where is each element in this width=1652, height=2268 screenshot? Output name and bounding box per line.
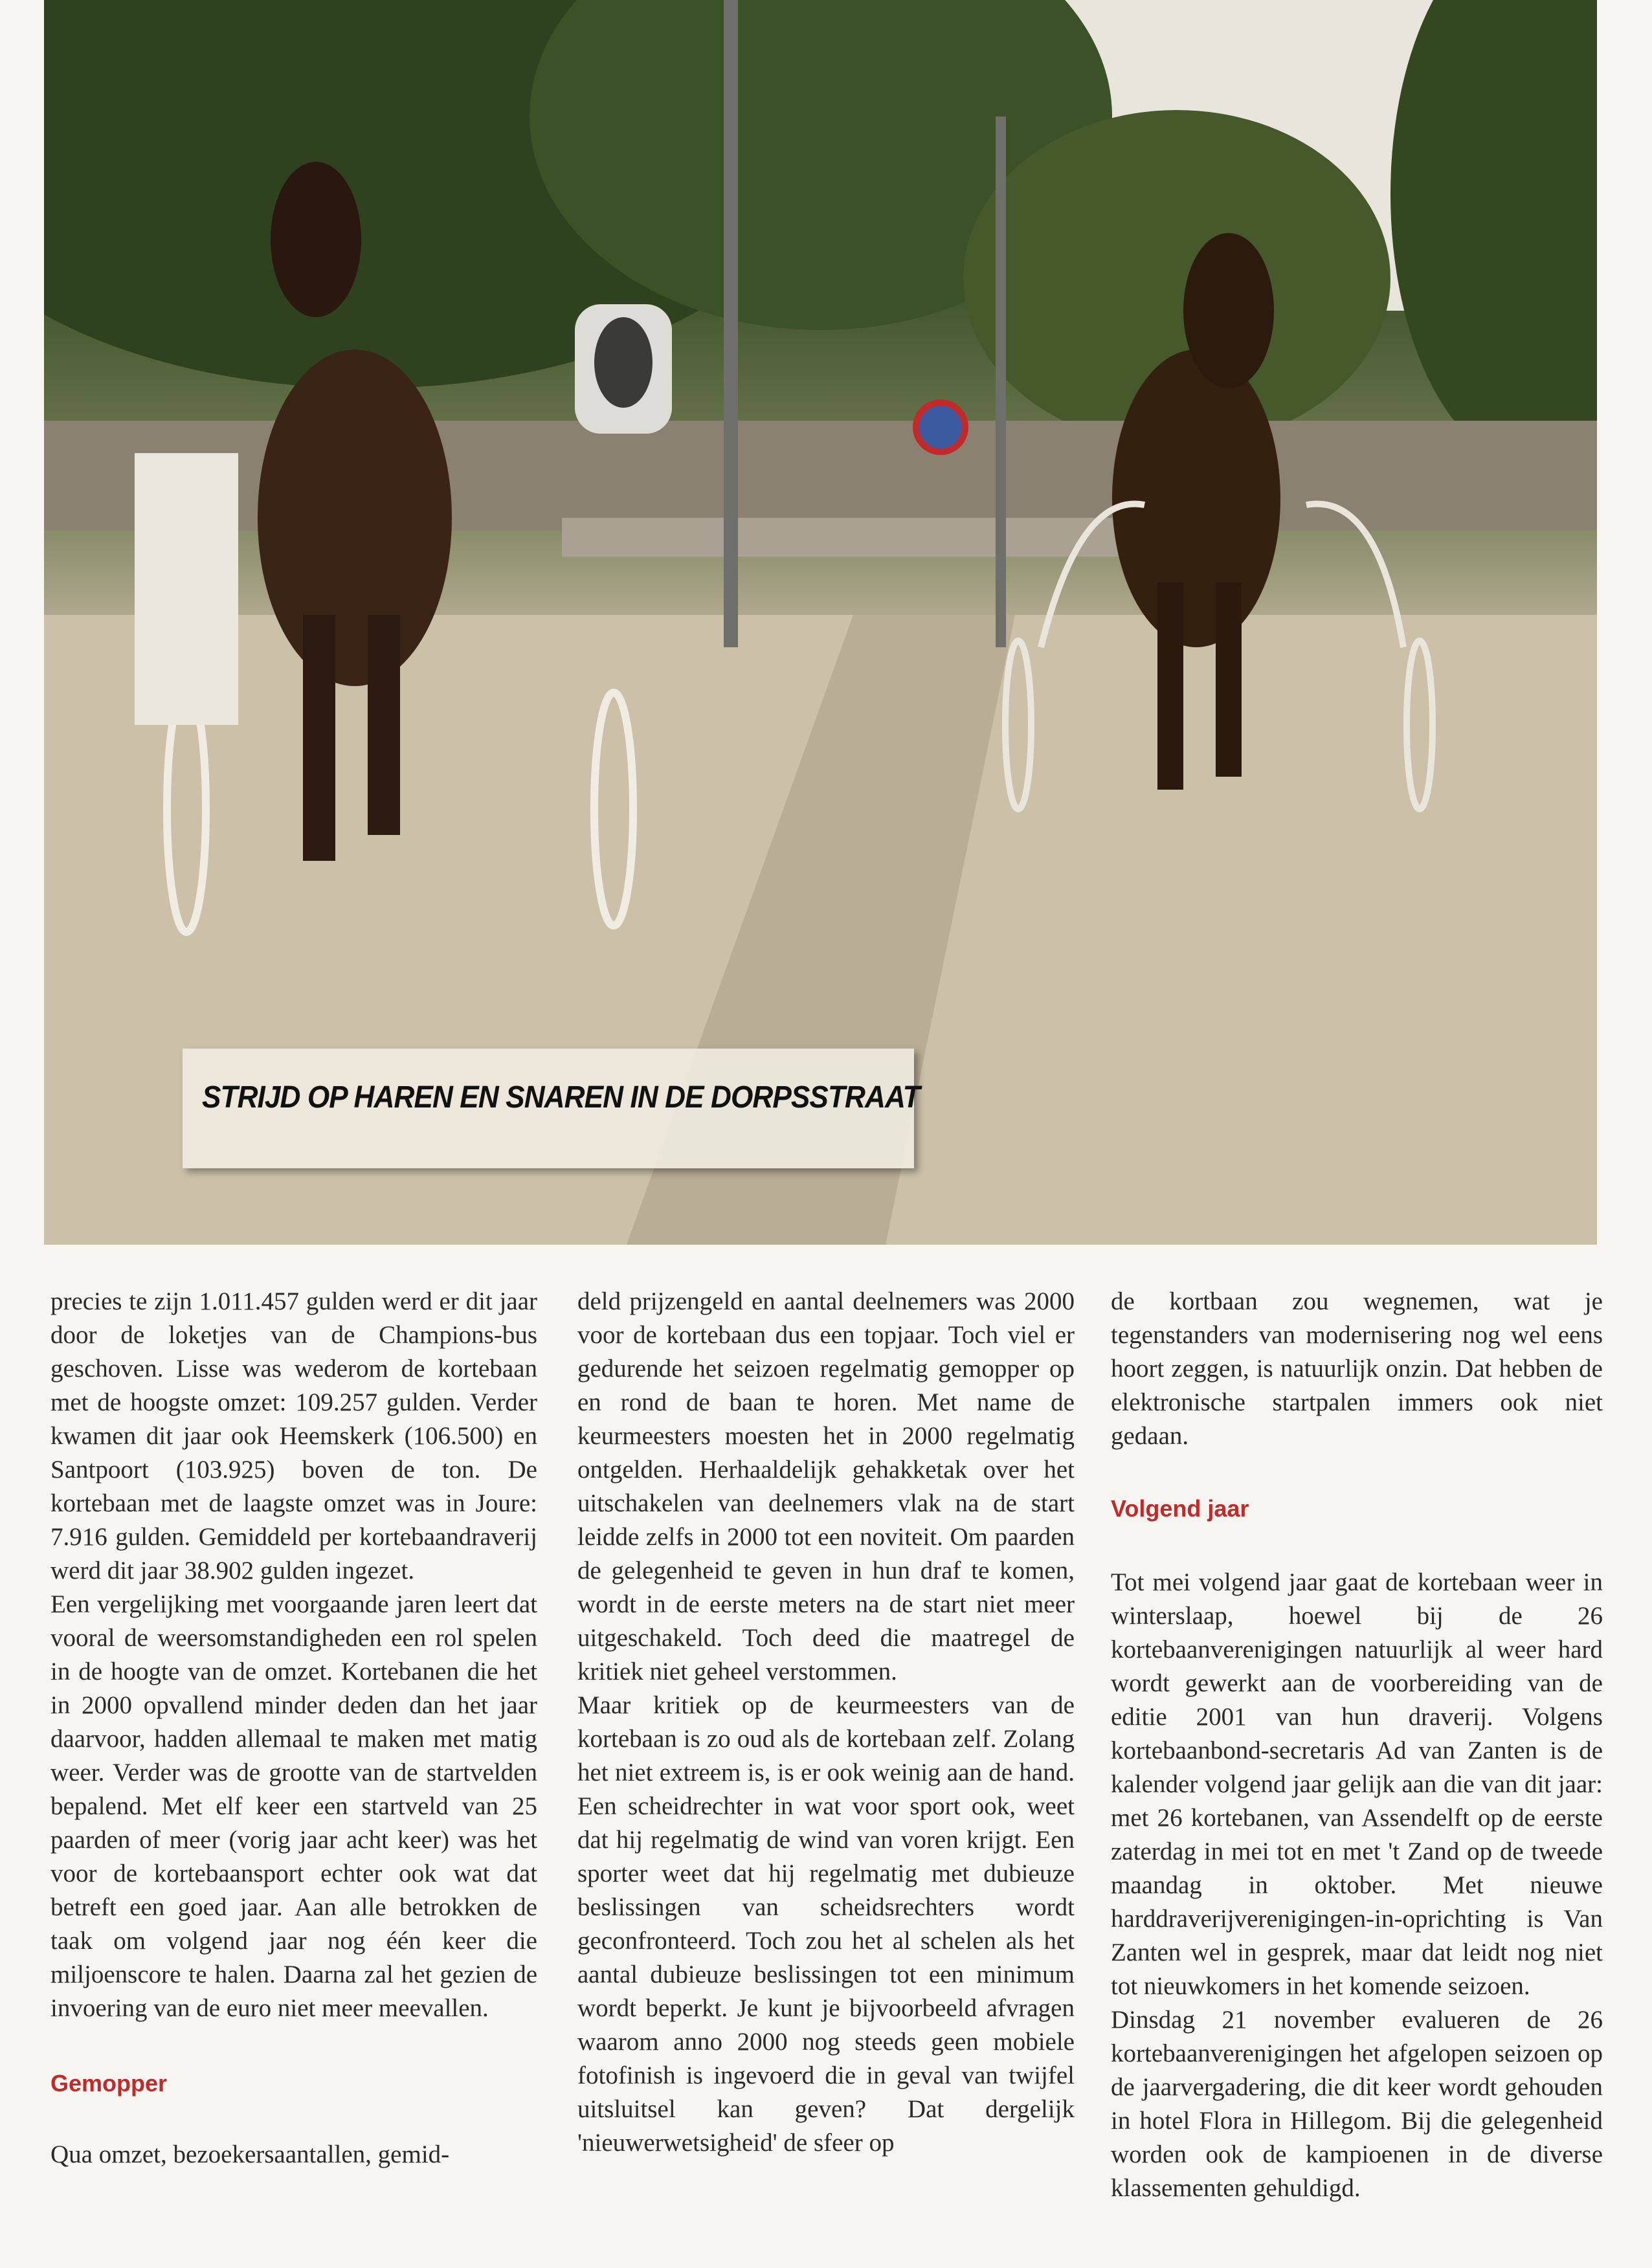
paragraph: precies te zijn 1.011.457 gulden werd er dit jaar door de loketjes van de Champions-bus geschoven. Lisse was wederom de kortebaan met de hoogste omzet: 109.257 gulden. Verder kwamen dit jaar ook Heemskerk (106.500) en Santpoort (103.925) boven de ton. De kortebaan met de laagste omzet was in Joure: 7.916 gulden. Gemiddeld per kortebaandraverij werd dit jaar 38.902 gulden ingezet. xyxy=(50,1287,537,1584)
subheading-volgend-jaar: Volgend jaar xyxy=(1111,1495,1249,1522)
article-column-3 xyxy=(1111,1285,1603,2205)
paragraph: deld prijzengeld en aantal deelnemers was 2000 voor de kortebaan dus een topjaar. Toch viel er gedurende het seizoen regelmatig gemopper op en rond de baan te horen. Met name de keurmeesters moesten het in 2000 regelmatig ontgelden. Herhaaldelijk gehakketak over het uitschakelen van deelnemers vlak na de start leidde zelfs in 2000 tot een noviteit. Om paarden de gelegenheid te geven in hun draf te komen, wordt in de eerste meters na de start niet meer uitgeschakeld. Toch deed die maatregel de kritiek niet geheel verstommen. xyxy=(577,1287,1075,1685)
photo-caption: STRIJD OP HAREN EN SNAREN IN DE DORPSSTRAAT xyxy=(202,1080,920,1115)
subheading-gemopper: Gemopper xyxy=(50,2070,168,2096)
paragraph: Maar kritiek op de keurmeesters van de kortebaan is zo oud als de kortebaan zelf. Zolang het niet extreem is, is er ook weinig aan de hand. Een scheidrechter in wat voor sport ook, weet dat hij regelmatig de wind van voren krijgt. Een sporter weet dat hij regelmatig met dubieuze beslissingen van scheidsrechters wordt geconfronteerd. Toch zou het al schelen als het aantal dubieuze beslissingen tot een minimum wordt beperkt. Je kunt je bijvoorbeeld afvragen waarom anno 2000 nog steeds geen mobiele fotofinish is ingevoerd die in geval van twijfel uitsluitsel kan geven? Dat dergelijk 'nieuwerwetsigheid' de sfeer op xyxy=(577,1691,1075,2157)
paragraph: Een vergelijking met voorgaande jaren leert dat vooral de weersomstandigheden een rol spelen in de hoogte van de omzet. Kortebanen die het in 2000 opvallend minder deden dan het jaar daarvoor, hadden allemaal te maken met matig weer. Verder was de grootte van de startvelden bepalend. Met elf keer een startveld van 25 paarden of meer (vorig jaar acht keer) was het voor de kortebaansport echter ook wat dat betreft een goed jaar. Aan alle betrokken de taak om volgend jaar nog één keer die miljoenscore te halen. Daarna zal het gezien de invoering van de euro niet meer meevallen. xyxy=(50,1590,537,2022)
article-column-2 xyxy=(577,1285,1075,2160)
paragraph: de kortbaan zou wegnemen, wat je tegenstanders van modernisering nog wel eens hoort zeggen, is natuurlijk onzin. Dat hebben de elektronische startpalen immers ook niet gedaan. xyxy=(1111,1287,1603,1450)
paragraph: Dinsdag 21 november evalueren de 26 kortebaanverenigingen het afgelopen seizoen op de jaarvergadering, die dit keer wordt gehouden in hotel Flora in Hillegom. Bij die gelegenheid worden ook de kampioenen in de diverse klassementen gehuldigd. xyxy=(1111,2006,1603,2202)
article-column-1 xyxy=(50,1285,537,2172)
harness-racing-photo xyxy=(44,0,1597,1245)
photo-caption-box xyxy=(183,1049,920,1168)
paragraph: Tot mei volgend jaar gaat de kortebaan weer in winterslaap, hoewel bij de 26 kortebaanverenigingen natuurlijk al weer hard wordt gewerkt aan de voorbereiding van de editie 2001 van hun draverij. Volgens kortebaanbond-secretaris Ad van Zanten is de kalender volgend jaar gelijk aan die van dit jaar: met 26 kortebanen, van Assendelft op de eerste zaterdag in mei tot en met 't Zand op de tweede maandag in oktober. Met nieuwe harddraverijverenigingen-in-oprichting is Van Zanten wel in gesprek, maar dat leidt nog niet tot nieuwkomers in het komende seizoen. xyxy=(1111,1568,1603,2000)
paragraph: Qua omzet, bezoekersaantallen, gemid- xyxy=(50,2140,450,2168)
